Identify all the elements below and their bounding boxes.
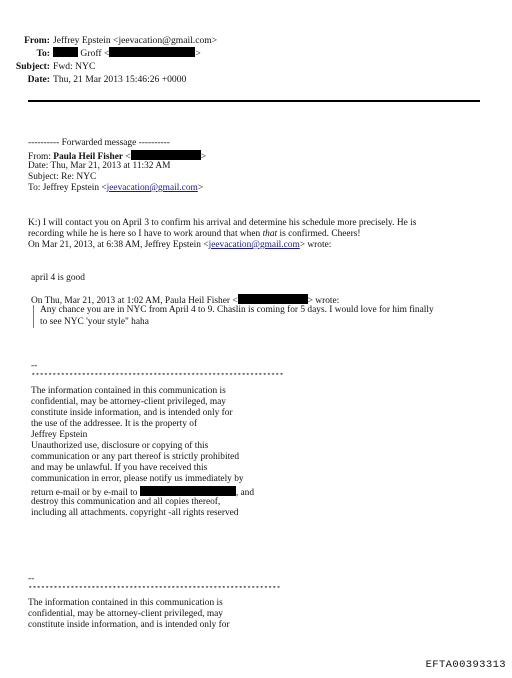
from-value: Jeffrey Epstein <jeevacation@gmail.com> <box>53 35 218 46</box>
forwarded-from-name: Paula Heil Fisher <box>53 152 124 162</box>
body-line-2 <box>28 229 360 241</box>
disclaimer-line: The information contained in this communication is <box>31 386 226 396</box>
quoted-line-2: to see NYC 'your style" haha <box>40 316 149 327</box>
disclaimer-line: communication in error, please notify us immediately by <box>31 474 244 484</box>
quoted-header-a: On Thu, Mar 21, 2013 at 1:02 AM, Paula Heil Fisher < <box>31 296 238 306</box>
date-value: Thu, 21 Mar 2013 15:46:26 +0000 <box>53 74 187 85</box>
redaction <box>238 294 308 304</box>
disclaimer-stars: ************************************************************ <box>28 586 281 594</box>
forwarded-to-suffix: > <box>197 183 204 193</box>
body-line-2-b: is confirmed. Cheers! <box>277 229 361 239</box>
disclaimer-line-10b: , and <box>235 488 255 498</box>
body-line-3-email-link[interactable]: jeevacation@gmail.com <box>208 240 300 250</box>
disclaimer-line: The information contained in this communication is <box>28 598 223 608</box>
forwarded-subject: Subject: Re: NYC <box>28 172 97 182</box>
forwarded-from-lt: < <box>123 152 131 162</box>
disclaimer-line: constitute inside information, and is intended only for <box>28 620 230 630</box>
body-line-2-em: that <box>262 229 278 239</box>
disclaimer-line: communication or any part thereof is strictly prohibited <box>31 452 240 462</box>
subject-label: Subject: <box>15 61 50 72</box>
disclaimer-line: Unauthorized use, disclosure or copying of this <box>31 441 209 451</box>
forwarded-divider: ---------- Forwarded message ---------- <box>28 138 170 148</box>
signature-dashes: -- <box>31 361 38 371</box>
to-name: Groff < <box>80 48 110 59</box>
header-divider <box>28 100 480 102</box>
forwarded-to-email-link[interactable]: jeevacation@gmail.com <box>106 183 198 193</box>
forwarded-from-gt: > <box>200 152 206 162</box>
header-to <box>0 47 201 60</box>
document-id: EFTA00393313 <box>425 659 506 671</box>
body-line-2-a: recording while he is here so I have to work around that when <box>28 229 263 239</box>
disclaimer-line: confidential, may be attorney-client privileged, may <box>28 609 223 619</box>
subject-value: Fwd: NYC <box>53 61 96 72</box>
body-line-3 <box>28 240 331 252</box>
body-line-1: K:) I will contact you on April 3 to confirm his arrival and determine his schedule more precisely. He is <box>28 218 417 228</box>
disclaimer-line: Jeffrey Epstein <box>31 430 88 440</box>
to-close: > <box>195 48 201 59</box>
disclaimer-line-10a: return e-mail or by e-mail to <box>31 488 138 498</box>
disclaimer-line: constitute inside information, and is intended only for <box>31 408 233 418</box>
body-line-3-a: On Mar 21, 2013, at 6:38 AM, Jeffrey Epstein < <box>28 240 209 250</box>
disclaimer-line: the use of the addressee. It is the property of <box>31 419 198 429</box>
reply-text: april 4 is good <box>31 273 85 283</box>
header-subject <box>0 61 95 73</box>
header-from <box>0 35 217 47</box>
disclaimer-line: confidential, may be attorney-client privileged, may <box>31 397 226 407</box>
forwarded-to-prefix: To: Jeffrey Epstein < <box>28 183 107 193</box>
disclaimer-line: destroy this communication and all copies thereof, <box>31 497 221 507</box>
disclaimer-stars: ************************************************************ <box>31 373 284 381</box>
header-date <box>0 74 186 86</box>
forwarded-date: Date: Thu, Mar 21, 2013 at 11:32 AM <box>28 161 171 171</box>
date-label: Date: <box>27 74 50 85</box>
redaction <box>140 486 236 496</box>
signature-dashes: -- <box>28 574 35 584</box>
disclaimer-line: including all attachments. copyright -all rights reserved <box>31 508 239 518</box>
redaction <box>53 47 78 57</box>
redaction <box>131 150 201 160</box>
redaction <box>109 47 195 57</box>
quoted-header-b: > wrote: <box>307 296 340 306</box>
disclaimer-line: and may be unlawful. If you have received this <box>31 463 208 473</box>
forwarded-to <box>28 183 203 195</box>
to-label: To: <box>36 48 50 59</box>
quoted-block <box>33 305 434 328</box>
quoted-line-1: Any chance you are in NYC from April 4 to 9. Chaslin is coming for 5 days. I would love for him finally <box>40 305 434 315</box>
from-label: From: <box>24 35 50 46</box>
forwarded-from-prefix: From: <box>28 152 54 162</box>
body-line-3-b: > wrote: <box>299 240 332 250</box>
